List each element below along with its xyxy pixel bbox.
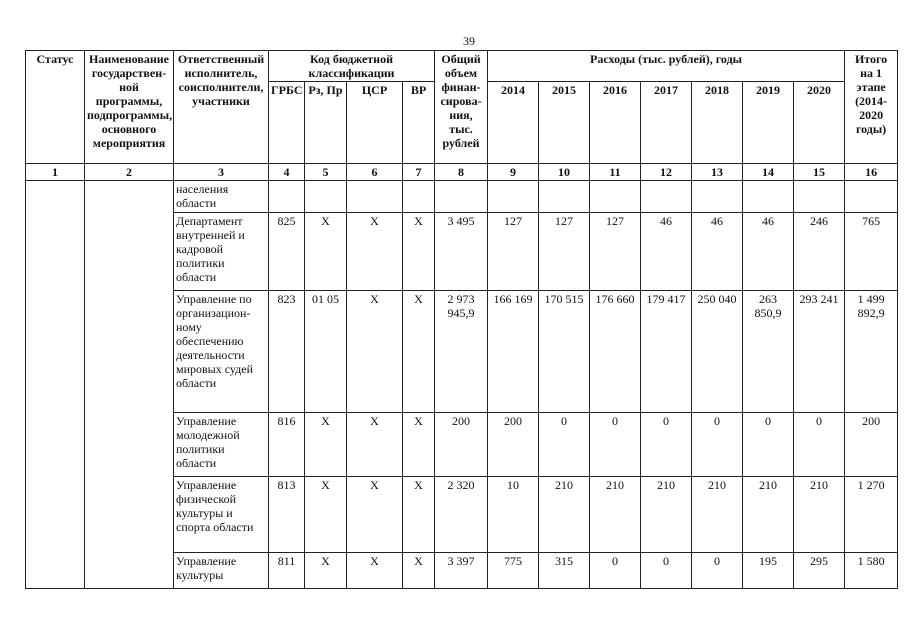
year-2016-cell [590,181,641,213]
grbs-cell: 811 [269,553,305,589]
year-2018-cell: 250 040 [692,291,743,413]
year-2015-cell: 127 [539,213,590,291]
year-2017-cell: 210 [641,477,692,553]
header-total-volume: Общий объем финан-сирова-ния, тыс. рублей [435,51,488,164]
page-bottom-edge [0,630,905,640]
header-executor: Ответственный исполнитель, соисполнители, участники [174,51,269,164]
year-2016-cell: 176 660 [590,291,641,413]
header-csr: ЦСР [347,82,403,164]
rzpr-cell: Х [305,553,347,589]
csr-cell: Х [347,213,403,291]
total-cell [435,181,488,213]
header-expenses: Расходы (тыс. рублей), годы [488,51,845,82]
column-number: 6 [347,164,403,181]
year-2016-cell: 210 [590,477,641,553]
stage-total-cell: 1 499 892,9 [845,291,898,413]
total-cell: 3 397 [435,553,488,589]
year-2020-cell: 210 [794,477,845,553]
year-2017-cell: 179 417 [641,291,692,413]
grbs-cell: 816 [269,413,305,477]
year-2014-cell: 166 169 [488,291,539,413]
rzpr-cell [305,181,347,213]
year-2019-cell: 0 [743,413,794,477]
year-2017-cell: 0 [641,553,692,589]
header-budget-code: Код бюджетной классификации [269,51,435,82]
column-number: 1 [26,164,85,181]
year-2015-cell: 315 [539,553,590,589]
grbs-cell: 825 [269,213,305,291]
column-number: 14 [743,164,794,181]
year-2017-cell: 46 [641,213,692,291]
csr-cell: Х [347,291,403,413]
year-2020-cell: 0 [794,413,845,477]
year-2020-cell [794,181,845,213]
grbs-cell: 823 [269,291,305,413]
stage-total-cell: 1 270 [845,477,898,553]
year-2017-cell [641,181,692,213]
year-2018-cell: 46 [692,213,743,291]
column-number: 15 [794,164,845,181]
year-2019-cell: 195 [743,553,794,589]
year-2018-cell: 0 [692,553,743,589]
vr-cell [403,181,435,213]
year-2014-cell: 775 [488,553,539,589]
vr-cell: Х [403,477,435,553]
year-2019-cell: 46 [743,213,794,291]
year-2018-cell: 0 [692,413,743,477]
year-2016-cell: 0 [590,553,641,589]
column-number: 3 [174,164,269,181]
column-number: 4 [269,164,305,181]
year-2019-cell [743,181,794,213]
stage-total-cell: 200 [845,413,898,477]
csr-cell: Х [347,553,403,589]
executor-cell: Управление молодежной политики области [174,413,269,477]
grbs-cell [269,181,305,213]
column-number: 16 [845,164,898,181]
year-2017-cell: 0 [641,413,692,477]
header-vr: ВР [403,82,435,164]
header-year-2019: 2019 [743,82,794,164]
year-2019-cell: 263 850,9 [743,291,794,413]
column-number: 12 [641,164,692,181]
total-cell: 200 [435,413,488,477]
header-program-name: Наименование государствен-ной программы, подпрограммы, основного мероприятия [85,51,174,164]
year-2018-cell: 210 [692,477,743,553]
year-2016-cell: 0 [590,413,641,477]
header-year-2018: 2018 [692,82,743,164]
column-number: 8 [435,164,488,181]
executor-cell: Департамент внутренней и кадровой политики области [174,213,269,291]
year-2014-cell: 127 [488,213,539,291]
rzpr-cell: Х [305,213,347,291]
vr-cell: Х [403,213,435,291]
executor-cell: Управление по организацион-ному обеспечению деятельности мировых судей области [174,291,269,413]
stage-total-cell: 765 [845,213,898,291]
budget-table [25,50,898,589]
vr-cell: Х [403,413,435,477]
header-rzpr: Рз, Пр [305,82,347,164]
table-row [26,181,898,213]
year-2015-cell: 170 515 [539,291,590,413]
column-number: 11 [590,164,641,181]
year-2020-cell: 293 241 [794,291,845,413]
header-status: Статус [26,51,85,164]
column-number: 7 [403,164,435,181]
total-cell: 3 495 [435,213,488,291]
year-2018-cell [692,181,743,213]
rzpr-cell: Х [305,477,347,553]
executor-cell: Управление физической культуры и спорта области [174,477,269,553]
year-2016-cell: 127 [590,213,641,291]
page-number: 39 [463,34,475,48]
column-number: 13 [692,164,743,181]
total-cell: 2 320 [435,477,488,553]
header-year-2014: 2014 [488,82,539,164]
rzpr-cell: Х [305,413,347,477]
executor-cell: Управление культуры [174,553,269,589]
year-2020-cell: 295 [794,553,845,589]
header-year-2017: 2017 [641,82,692,164]
status-cell [26,181,85,589]
executor-cell: населения области [174,181,269,213]
column-number: 5 [305,164,347,181]
header-year-2015: 2015 [539,82,590,164]
stage-total-cell: 1 580 [845,553,898,589]
vr-cell: Х [403,553,435,589]
total-cell: 2 973 945,9 [435,291,488,413]
year-2014-cell [488,181,539,213]
csr-cell [347,181,403,213]
year-2020-cell: 246 [794,213,845,291]
column-number: 2 [85,164,174,181]
rzpr-cell: 01 05 [305,291,347,413]
csr-cell: Х [347,413,403,477]
csr-cell: Х [347,477,403,553]
year-2014-cell: 10 [488,477,539,553]
column-number: 9 [488,164,539,181]
header-year-2020: 2020 [794,82,845,164]
program-name-cell [85,181,174,589]
column-number-row [26,164,898,181]
header-grbs: ГРБС [269,82,305,164]
year-2015-cell [539,181,590,213]
vr-cell: Х [403,291,435,413]
year-2019-cell: 210 [743,477,794,553]
stage-total-cell [845,181,898,213]
year-2015-cell: 0 [539,413,590,477]
column-number: 10 [539,164,590,181]
year-2015-cell: 210 [539,477,590,553]
header-year-2016: 2016 [590,82,641,164]
header-stage-total: Итого на 1 этапе (2014-2020 годы) [845,51,898,164]
grbs-cell: 813 [269,477,305,553]
year-2014-cell: 200 [488,413,539,477]
